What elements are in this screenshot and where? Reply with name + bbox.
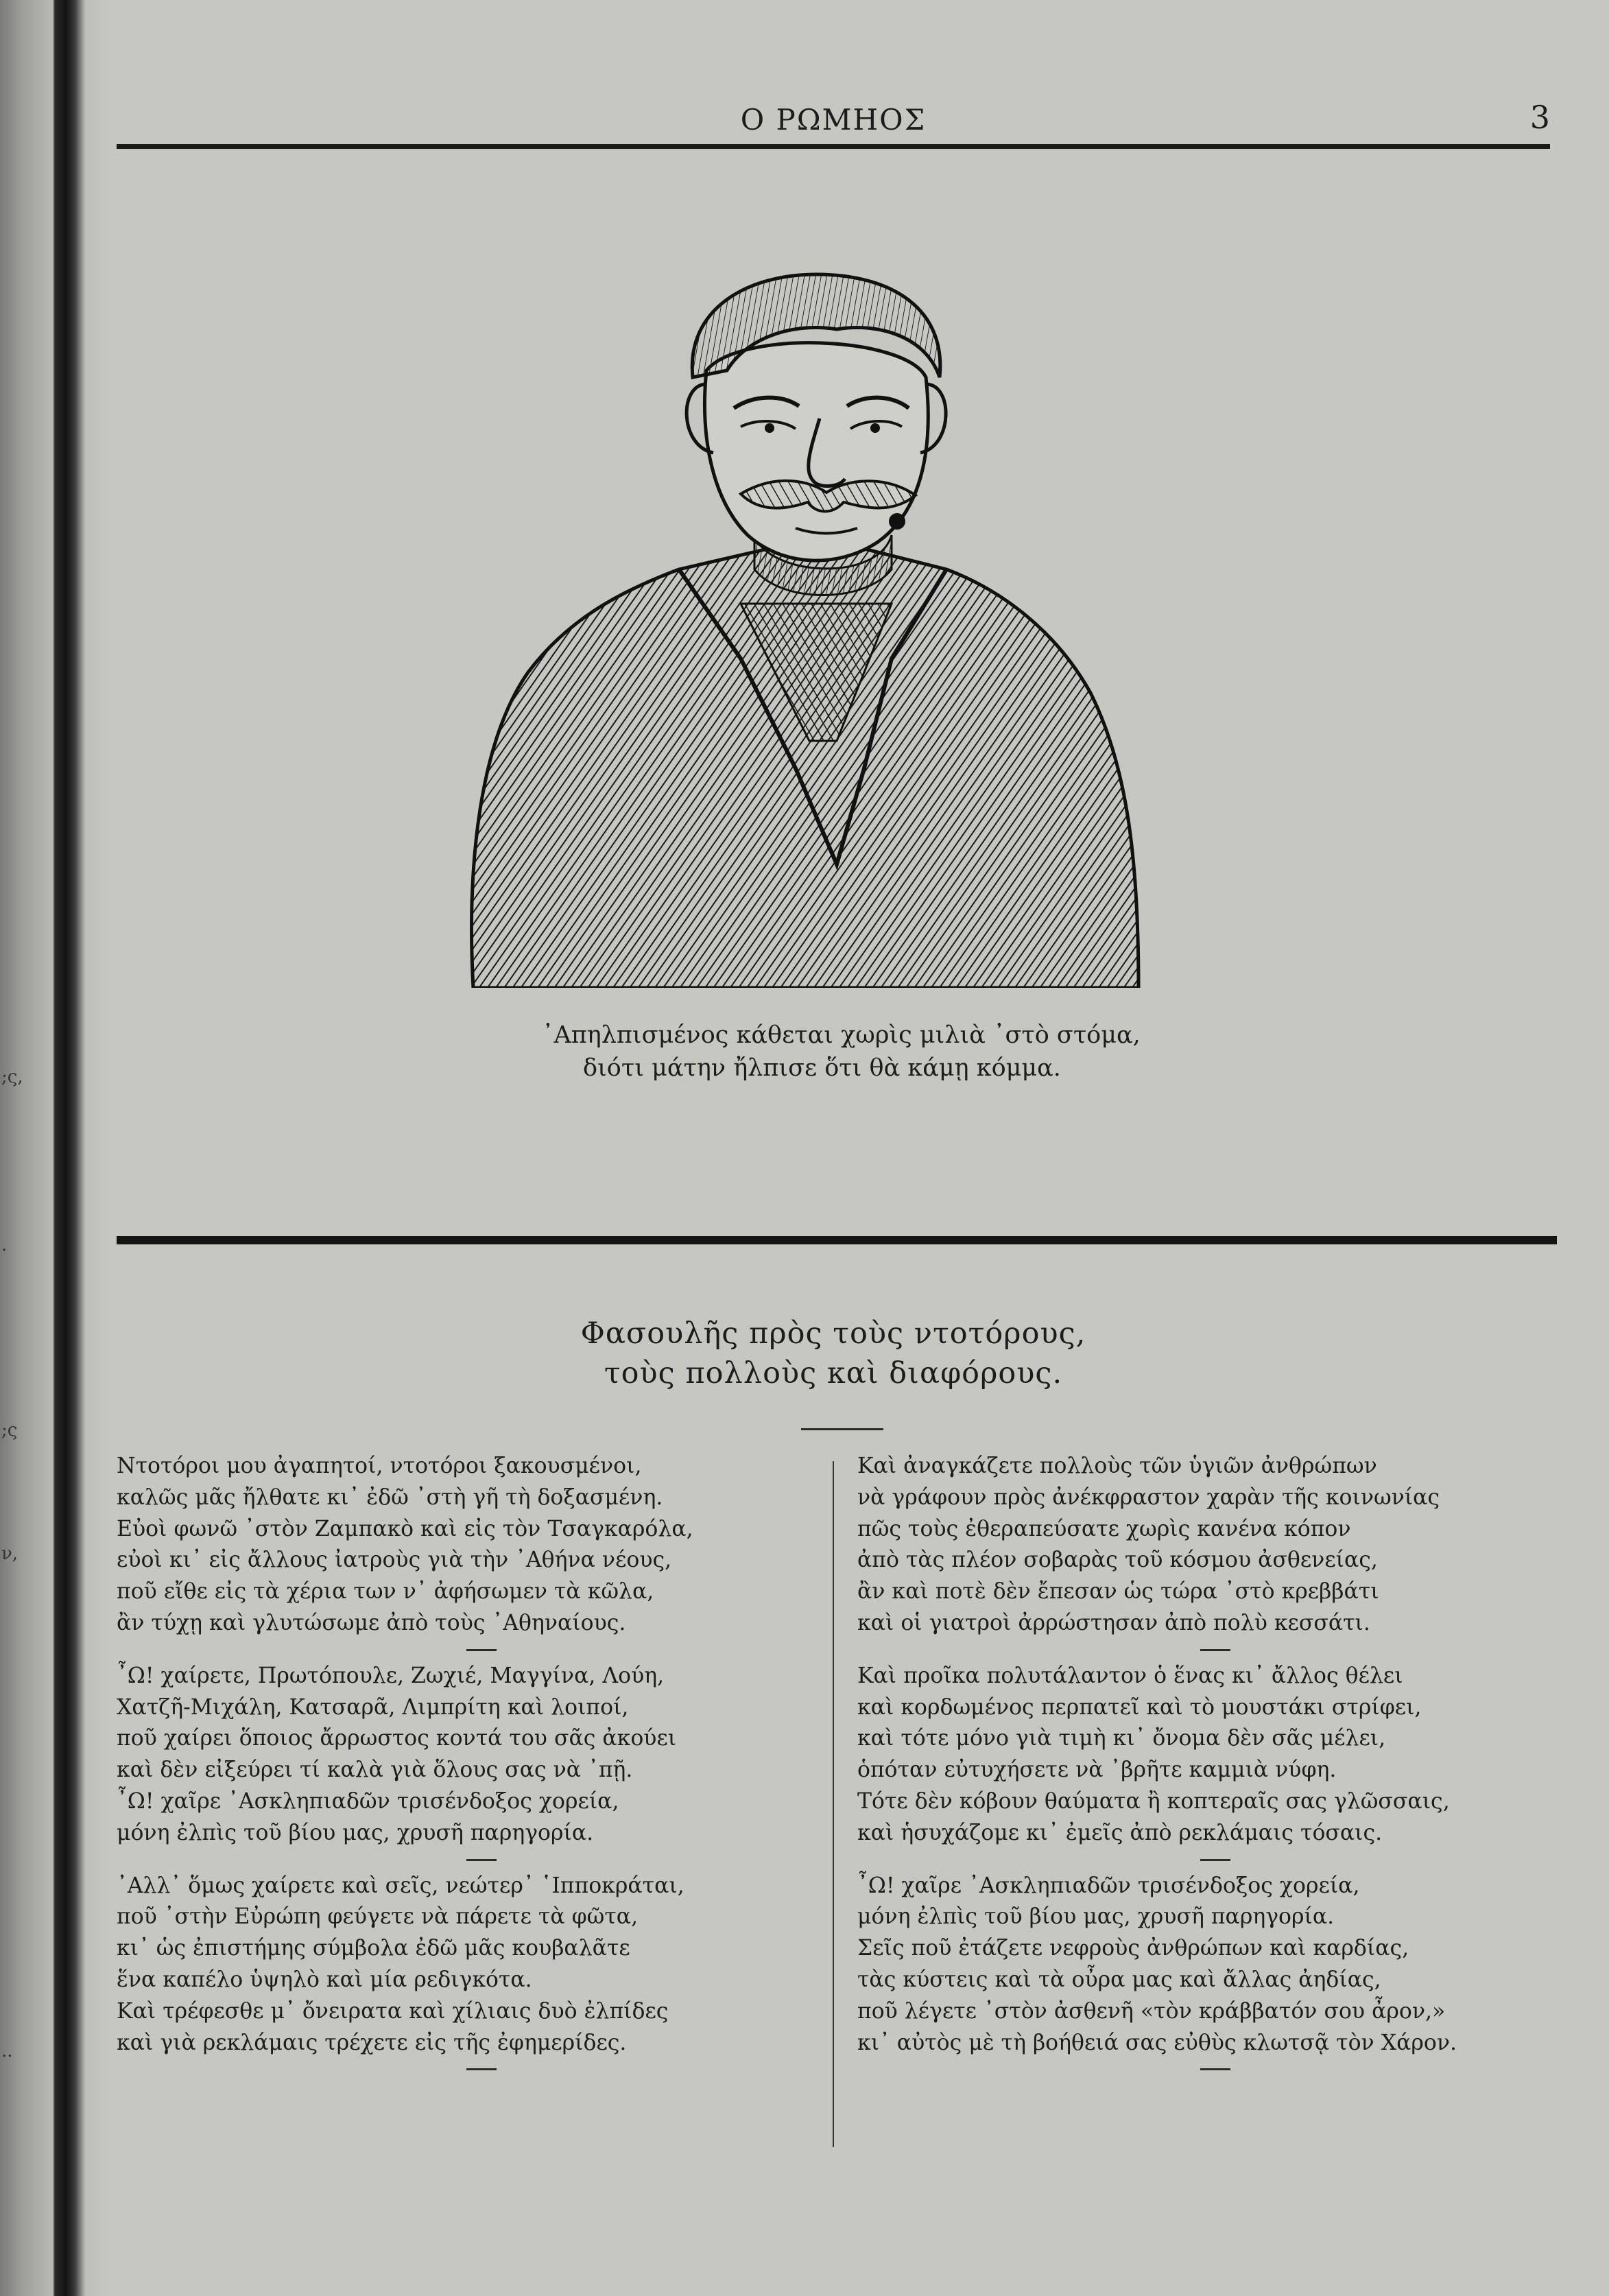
verse-line: καὶ κορδωμένος περπατεῖ καὶ τὸ μουστάκι στρίφει, — [857, 1694, 1422, 1720]
verse-line: Καὶ τρέφεσθε μ᾿ ὄνειρατα καὶ χίλιαις δυὸ ἐλπίδες — [117, 1998, 669, 2024]
verse-line: ποῦ εἴθε εἰς τὰ χέρια των ν᾿ ἀφήσωμεν τὰ κῶλα, — [117, 1579, 654, 1605]
verse-line: κι᾿ αὐτὸς μὲ τὴ βοήθειά σας εὐθὺς κλωτσᾷ τὸν Χάρον. — [857, 2030, 1457, 2055]
title-rule — [801, 1428, 883, 1430]
poem-title-line: τοὺς πολλοὺς καὶ διαφόρους. — [604, 1356, 1063, 1390]
verse-line: ῏Ω! χαίρετε, Πρωτόπουλε, Ζωχιέ, Μαγγίνα, Λούη, — [117, 1663, 665, 1688]
verse-line: ῏Ω! χαῖρε ᾿Ασκληπιαδῶν τρισένδοξος χορεία, — [117, 1788, 619, 1814]
verse-line: Τότε δὲν κόβουν θαύματα ἢ κοπτεραῖς σας γλῶσσαις, — [857, 1788, 1450, 1814]
verse-line: ποῦ ᾿στὴν Εὐρώπη φεύγετε νὰ πάρετε τὰ φῶτα, — [117, 1904, 639, 1930]
verse-line: Χατζῆ-Μιχάλη, Κατσαρᾶ, Λιμπρίτη καὶ λοιποί, — [117, 1694, 629, 1720]
stanza-separator — [466, 1859, 497, 1861]
verse-line: ὁπόταν εὐτυχήσετε νὰ ᾿βρῆτε καμμιὰ νύφη. — [857, 1757, 1337, 1783]
margin-fragment: ;ς, — [1, 1067, 23, 1087]
stanza-separator — [466, 1649, 497, 1651]
stanza-separator — [1200, 1859, 1230, 1861]
verse-line: τὰς κύστεις καὶ τὰ οὖρα μας καὶ ἄλλας ἀηδίας, — [857, 1967, 1381, 1992]
verse-line: καλῶς μᾶς ἤλθατε κι᾿ ἐδῶ ᾿στὴ γῆ τὴ δοξασμένη. — [117, 1484, 663, 1510]
verse-line: καὶ γιὰ ρεκλάμαις τρέχετε εἰς τῆς ἐφημερίδες. — [117, 2030, 627, 2055]
stanza — [117, 1661, 816, 1849]
verse-line: Καὶ προῖκα πολυτάλαντον ὁ ἕνας κι᾿ ἄλλος θέλει — [857, 1663, 1403, 1688]
verse-line: Σεῖς ποῦ ἐτάζετε νεφροὺς ἀνθρώπων καὶ καρδίας, — [857, 1936, 1409, 1961]
illustration-caption — [542, 1019, 1228, 1085]
verse-line: καὶ οἱ γιατροὶ ἀρρώστησαν ἀπὸ πολὺ κεσσάτι. — [857, 1610, 1370, 1635]
stanza — [117, 1451, 816, 1640]
verse-line: μόνη ἐλπὶς τοῦ βίου μας, χρυσῆ παρηγορία. — [117, 1820, 594, 1845]
caption-line: ᾿Απηλπισμένος κάθεται χωρὶς μιλιὰ ᾿στὸ στόμα, — [542, 1021, 1141, 1049]
poem-left-column — [117, 1451, 816, 2080]
stanza — [857, 1661, 1550, 1849]
masthead: Ο ΡΩΜΗΟΣ — [740, 103, 927, 137]
verse-line: εὐοὶ κι᾿ εἰς ἄλλους ἰατροὺς γιὰ τὴν ᾿Αθήνα νέους, — [117, 1548, 672, 1573]
header-rule — [117, 144, 1550, 149]
margin-fragment: .. — [1, 2041, 13, 2061]
caption-line: διότι μάτην ἤλπισε ὅτι θὰ κάμῃ κόμμα. — [583, 1054, 1061, 1082]
poem-title — [117, 1314, 1550, 1393]
verse-line: ἀπὸ τὰς πλέον σοβαρὰς τοῦ κόσμου ἀσθενείας, — [857, 1548, 1378, 1573]
stanza-separator — [466, 2068, 497, 2070]
page-binding-shadow — [0, 0, 110, 2296]
verse-line: ἕνα καπέλο ὑψηλὸ καὶ μία ρεδιγκότα. — [117, 1967, 532, 1992]
verse-line: κι᾿ ὡς ἐπιστήμης σύμβολα ἐδῶ μᾶς κουβαλᾶτε — [117, 1936, 630, 1961]
stanza — [117, 1871, 816, 2059]
poem-title-line: Φασουλῆς πρὸς τοὺς ντοτόρους, — [580, 1316, 1086, 1351]
verse-line: μόνη ἐλπὶς τοῦ βίου μας, χρυσῆ παρηγορία. — [857, 1904, 1335, 1930]
stanza — [857, 1451, 1550, 1640]
verse-line: καὶ δὲν εἰξεύρει τί καλὰ γιὰ ὅλους σας νὰ ᾿πῇ. — [117, 1757, 633, 1783]
stanza-separator — [1200, 1649, 1230, 1651]
verse-line: ἂν καὶ ποτὲ δὲν ἔπεσαν ὡς τώρα ᾿στὸ κρεββάτι — [857, 1579, 1379, 1605]
verse-line: Καὶ ἀναγκάζετε πολλοὺς τῶν ὑγιῶν ἀνθρώπων — [857, 1454, 1377, 1478]
margin-fragment: ν, — [1, 1543, 19, 1564]
verse-line: ᾿Αλλ᾿ ὅμως χαίρετε καὶ σεῖς, νεώτερ᾿ ῾Ιπποκράται, — [117, 1873, 684, 1898]
page-number: 3 — [1529, 99, 1550, 136]
margin-fragment: ;ς — [1, 1420, 18, 1441]
verse-line: νὰ γράφουν πρὸς ἀνέκφραστον χαρὰν τῆς κοινωνίας — [857, 1484, 1440, 1510]
verse-line: καὶ τότε μόνο γιὰ τιμὴ κι᾿ ὄνομα δὲν σᾶς μέλει, — [857, 1726, 1386, 1751]
column-divider — [833, 1461, 834, 2147]
verse-line: πῶς τοὺς ἐθεραπεύσατε χωρὶς κανένα κόπον — [857, 1516, 1351, 1541]
verse-line: Εὐοὶ φωνῶ ᾿στὸν Ζαμπακὸ καὶ εἰς τὸν Τσαγκαρόλα, — [117, 1516, 693, 1541]
verse-line: ποῦ χαίρει ὅποιος ἄρρωστος κοντά του σᾶς ἀκούει — [117, 1726, 677, 1751]
stanza — [857, 1871, 1550, 2059]
verse-line: ποῦ λέγετε ᾿στὸν ἀσθενῆ «τὸν κράββατόν σου ἆρον,» — [857, 1998, 1446, 2024]
verse-line: ἂν τύχῃ καὶ γλυτώσωμε ἀπὸ τοὺς ᾿Αθηναίους. — [117, 1610, 626, 1635]
verse-line: ῏Ω! χαῖρε ᾿Ασκληπιαδῶν τρισένδοξος χορεία, — [857, 1873, 1360, 1898]
verse-line: καὶ ἡσυχάζομε κι᾿ ἐμεῖς ἀπὸ ρεκλάμαις τόσαις. — [857, 1820, 1383, 1845]
stanza-separator — [1200, 2068, 1230, 2070]
page-header — [117, 96, 1550, 151]
section-rule — [117, 1236, 1557, 1244]
verse-line: Ντοτόροι μου ἀγαπητοί, ντοτόροι ξακουσμένοι, — [117, 1454, 642, 1478]
margin-fragment: . — [1, 1235, 8, 1255]
caricature-portrait-icon — [453, 247, 1180, 988]
poem-right-column — [857, 1451, 1550, 2080]
